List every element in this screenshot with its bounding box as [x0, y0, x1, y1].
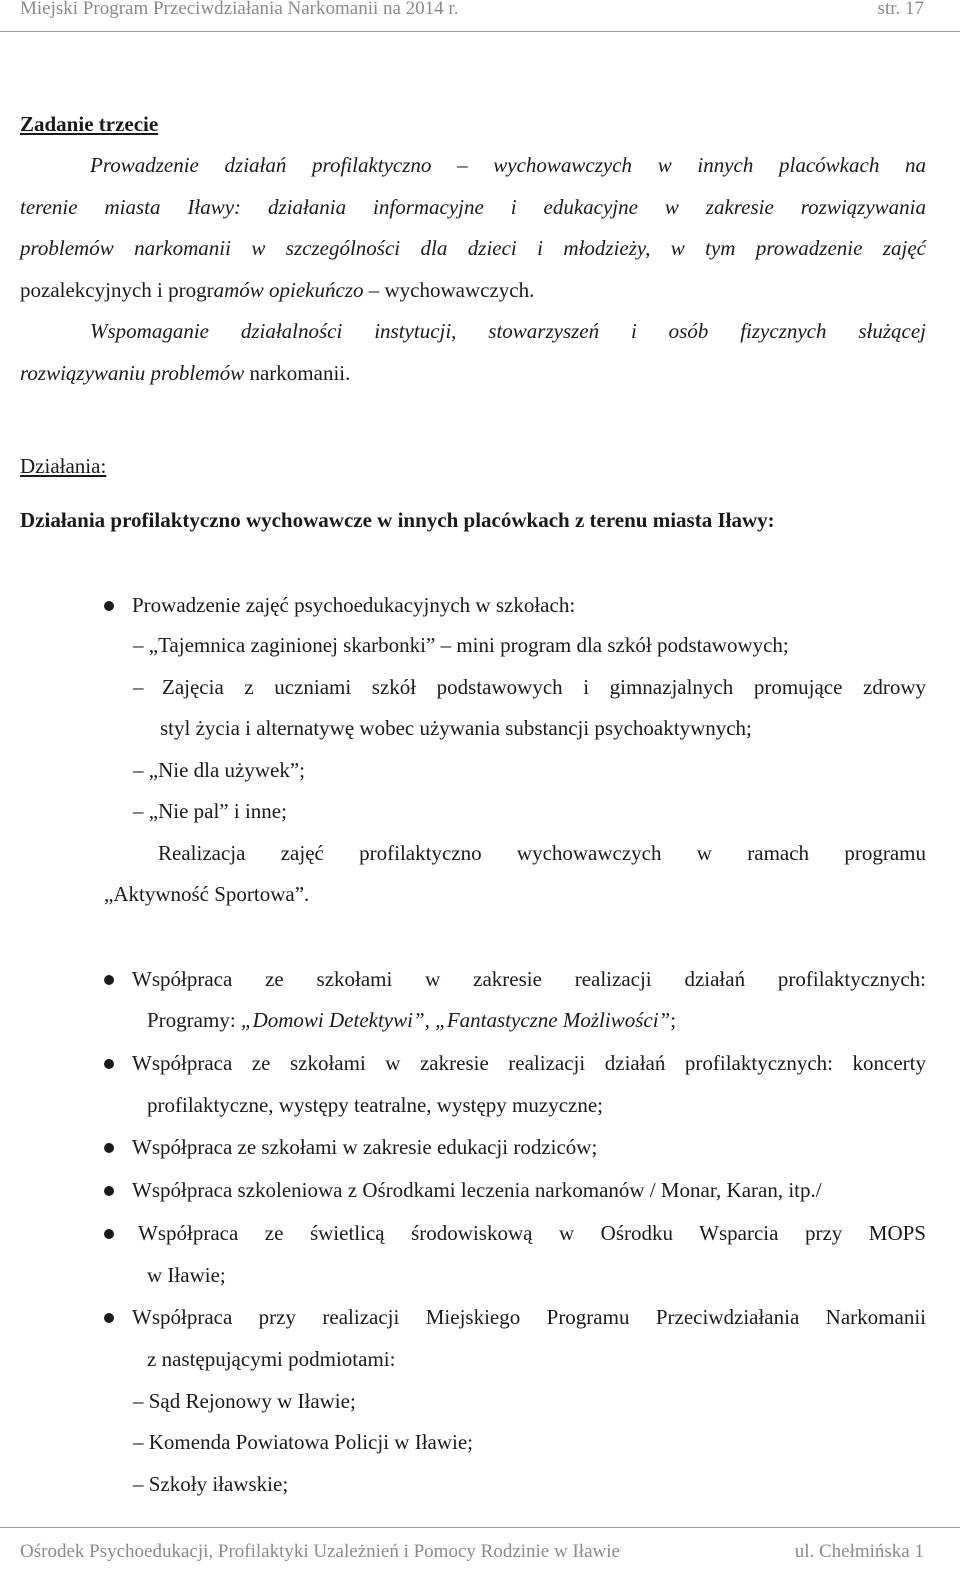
list-item-3-line-1: Współpraca ze szkołami w zakresie realizacji działań profilaktycznych: koncerty [132, 1051, 926, 1075]
paragraph-1-line-3: problemów narkomanii w szczególności dla dzieci i młodzieży, w tym prowadzenie zajęć [20, 236, 926, 260]
page-footer [20, 1541, 924, 1563]
p2-line2-part-b: narkomanii. [244, 361, 351, 385]
list-item-7-sub-1: – Sąd Rejonowy w Iławie; [133, 1389, 356, 1413]
paragraph-1-line-4 [20, 270, 534, 312]
paragraph-2-line-1: Wspomaganie działalności instytucji, stowarzyszeń i osób fizycznych służącej [90, 319, 926, 343]
list-item-2-programs: „Domowi Detektywi”, „Fantastyczne Możliwości” [240, 1008, 671, 1032]
list-item-1-realization-line-1: Realizacja zajęć profilaktyczno wychowawczych w ramach programu [158, 841, 926, 865]
paragraph-2-line-2 [20, 353, 350, 395]
bullet-icon [104, 1229, 114, 1239]
page-header [20, 0, 924, 20]
bullet-icon [104, 1186, 114, 1196]
list-item-2-programs-label: Programy: [147, 1008, 241, 1032]
bullet-icon [104, 601, 114, 611]
section-title: Zadanie trzecie [20, 112, 159, 136]
list-item-7-line-1: Współpraca przy realizacji Miejskiego Programu Przeciwdziałania Narkomanii [132, 1305, 926, 1329]
bullet-icon [104, 975, 114, 985]
bullet-icon [104, 1143, 114, 1153]
p2-line2-part-a: rozwiązywaniu problemów [20, 361, 245, 385]
header-title: Miejski Program Przeciwdziałania Narkomanii na 2014 r. [20, 0, 459, 19]
list-item-7-sub-3: – Szkoły iławskie; [133, 1472, 289, 1496]
header-divider [0, 31, 960, 32]
list-item-7-line-2: z następującymi podmiotami: [147, 1347, 396, 1371]
list-item-6-line-1: Współpraca ze świetlicą środowiskową w Ośrodku Wsparcia przy MOPS [138, 1221, 926, 1245]
list-item-1-sub-3: – „Nie dla używek”; [133, 758, 306, 782]
list-item-1-sub-2-dash: – [133, 675, 144, 699]
footer-address: ul. Chełmińska 1 [794, 1541, 924, 1562]
list-item-1-sub-2-line-2: styl życia i alternatywę wobec używania substancji psychoaktywnych; [160, 716, 752, 740]
list-item-1-sub-1: – „Tajemnica zaginionej skarbonki” – mini program dla szkół podstawowych; [133, 633, 789, 657]
list-item-1-sub-2-line-1: Zajęcia z uczniami szkół podstawowych i gimnazjalnych promujące zdrowy [162, 675, 926, 699]
actions-label: Działania: [20, 454, 107, 478]
p1-line4-part-b: amów opiekuńczo – [213, 278, 380, 302]
actions-heading: Działania profilaktyczno wychowawcze w innych placówkach z terenu miasta Iławy: [20, 508, 775, 532]
list-item-2-line-2 [147, 1000, 676, 1042]
p1-line4-part-c: wychowawczych. [379, 278, 535, 302]
paragraph-1-line-1: Prowadzenie działań profilaktyczno – wychowawczych w innych placówkach na [90, 153, 926, 177]
paragraph-1-line-2: terenie miasta Iławy: działania informacyjne i edukacyjne w zakresie rozwiązywania [20, 195, 926, 219]
p1-line4-part-a: pozalekcyjnych i progr [20, 278, 214, 302]
list-item-5: Współpraca szkoleniowa z Ośrodkami leczenia narkomanów / Monar, Karan, itp./ [132, 1178, 822, 1202]
list-item-2-end: ; [670, 1008, 677, 1032]
list-item-1-realization-line-2: „Aktywność Sportowa”. [104, 882, 310, 906]
list-item-1-sub-4: – „Nie pal” i inne; [133, 799, 287, 823]
list-item-6-line-2: w Iławie; [147, 1263, 226, 1287]
list-item-4: Współpraca ze szkołami w zakresie edukacji rodziców; [132, 1135, 598, 1159]
bullet-icon [104, 1059, 114, 1069]
list-item-7-sub-2: – Komenda Powiatowa Policji w Iławie; [133, 1430, 474, 1454]
list-item-1: Prowadzenie zajęć psychoedukacyjnych w szkołach: [132, 593, 576, 617]
bullet-icon [104, 1313, 114, 1323]
page-number: str. 17 [877, 0, 924, 19]
footer-organization: Ośrodek Psychoedukacji, Profilaktyki Uzależnień i Pomocy Rodzinie w Iławie [20, 1541, 620, 1562]
list-item-2-line-1: Współpraca ze szkołami w zakresie realizacji działań profilaktycznych: [132, 967, 926, 991]
footer-divider [0, 1527, 960, 1528]
list-item-3-line-2: profilaktyczne, występy teatralne, występy muzyczne; [147, 1093, 603, 1117]
